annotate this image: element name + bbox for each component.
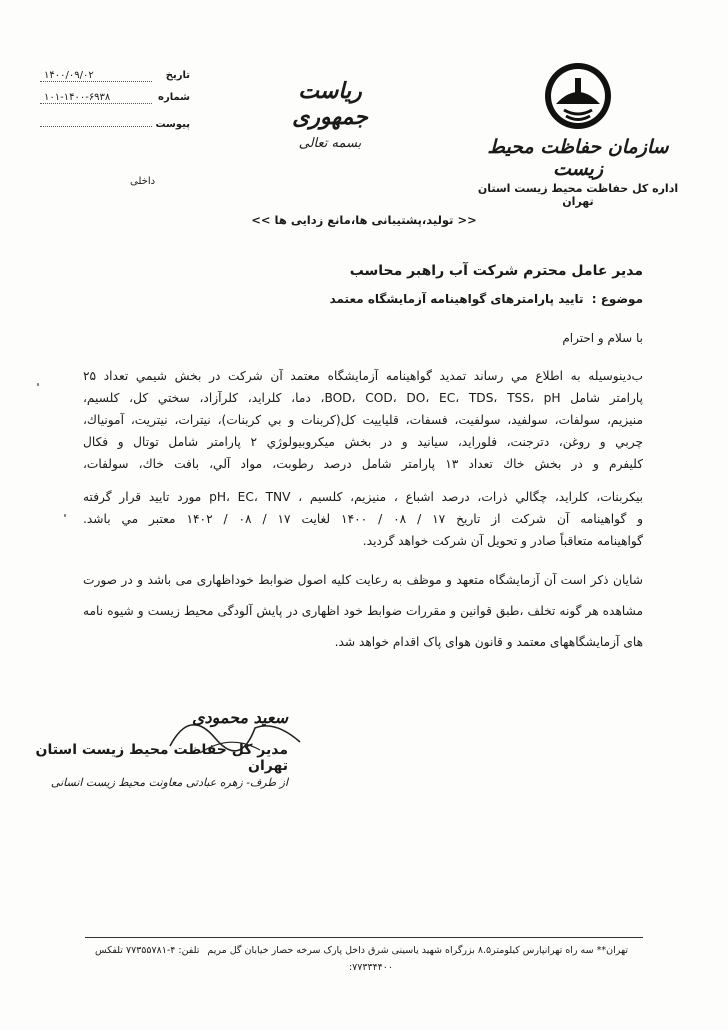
number-label: شماره (158, 92, 190, 103)
body-paragraph-2 (83, 486, 643, 552)
signatory-behalf: از طرف- زهره عبادتی معاونت محیط زیست انسانی (50, 776, 288, 789)
date-label: تاریخ (165, 70, 190, 81)
signatory-title: مدیر کل حفاظت محیط زیست استان تهران (35, 742, 288, 774)
attachment-value (40, 114, 152, 127)
internal-label: داخلی (130, 176, 156, 187)
meta-attachment-row (40, 114, 190, 136)
scan-speck (64, 514, 66, 517)
body-line: مشاهده هر گونه تخلف ،طبق قوانین و مقررات ضوابط خود اظهاری در پایش آلودگی محیط زیست و شیوه نامه (83, 604, 643, 618)
footer-divider (85, 937, 643, 938)
greeting: با سلام و احترام (562, 331, 643, 345)
org-subtitle: اداره کل حفاظت محیط زیست استان تهران (477, 182, 679, 208)
body-line: گواهینامه متعاقباً صادر و تحویل آن شرکت خواهد گردید. (362, 534, 643, 548)
subject-text: تایید پارامترهای گواهینامه آزمایشگاه معتمد (329, 292, 584, 306)
doe-emblem-icon (542, 60, 614, 132)
body-line: شایان ذکر است آن آزمایشگاه متعهد و موظف به رعایت کلیه اصول ضوابط خوداظهاری می باشد و در صورت (83, 573, 643, 587)
letter-meta (40, 70, 190, 136)
body-paragraph-3 (83, 565, 643, 658)
org-name: سازمان حفاظت محیط زیست (487, 136, 669, 180)
body-line: چربي و روغن، دترجنت، فلوراید، سیانید و در بخش میکروبیولوژي ۲ پارامتر شامل توتال و فکال (83, 435, 643, 449)
presidency-title: ریاست جمهوری (292, 78, 368, 130)
footer-phone: تلفن: ۴-۷۷۳۵۵۷۸۱ تلفکس (95, 945, 200, 956)
date-value: ۱۴۰۰/۰۹/۰۲ (40, 70, 152, 82)
org-logo-block (468, 60, 688, 208)
subject-label: موضوع : (591, 292, 643, 306)
body-line: منیزیم، سولفات، سولفید، سولفیت، فسفات، قلیاییت کل(کربنات و بي کربنات)، نیترات، نیتریت، آمونیاك، (83, 413, 643, 427)
attachment-label: پیوست (155, 119, 190, 130)
body-line: بیکربنات، کلراید، چگالي ذرات، درصد اشباع ، منیزیم، کلسیم ، pH، EC، TNV مورد تایید قرار گرفته (83, 490, 644, 504)
signatory-name: سعید محمودی (192, 708, 288, 727)
body-line: کلیفرم و در بخش خاك تعداد ۱۳ پارامتر شامل درصد رطوبت، مواد آلي، بافت خاك، سولفات، (83, 457, 643, 471)
meta-date-row (40, 70, 190, 92)
slogan: << تولید،پشتیبانی ها،مانع زدایی ها >> (251, 213, 477, 227)
body-line: ب‌دینوسیله به اطلاع مي رساند تمدید گواهینامه آزمایشگاه معتمد آن شرکت در بخش شیمي تعداد ۲۵ (83, 369, 643, 383)
basmala-mark: بسمه تعالی (298, 136, 362, 151)
meta-number-row (40, 92, 190, 114)
body-line: و گواهینامه آن شرکت از تاریخ ۱۷ / ۰۸ / ۱۴۰۰ لغایت ۱۷ / ۰۸ / ۱۴۰۲ معتبر مي باشد. (83, 512, 644, 526)
recipient: مدیر عامل محترم شرکت آب راهبر محاسب (349, 263, 643, 279)
number-value: ۱۰۱-۱۴۰۰-۶۹۳۸ (40, 92, 152, 104)
body-line: پارامتر شامل BOD، COD، DO، EC، TDS، TSS، pH، دما، کلراید، کلرآزاد، سختي کل، کلسیم، (83, 391, 643, 405)
footer-address: تهران** سه راه تهرانپارس کیلومتر۸.۵ بزرگراه شهید یاسینی شرق داخل پارک سرخه حصار خیابان گل مریم (207, 945, 628, 956)
scan-speck (37, 383, 39, 386)
footer-postal-code: ۷۷۳۳۴۴۰۰: (348, 962, 393, 973)
body-line: های آزمایشگاههای معتمد و قانون هوای پاک اقدام خواهد شد. (334, 635, 643, 649)
presidency-block (260, 78, 400, 151)
subject-line (330, 292, 643, 306)
body-paragraph-1 (83, 365, 643, 475)
